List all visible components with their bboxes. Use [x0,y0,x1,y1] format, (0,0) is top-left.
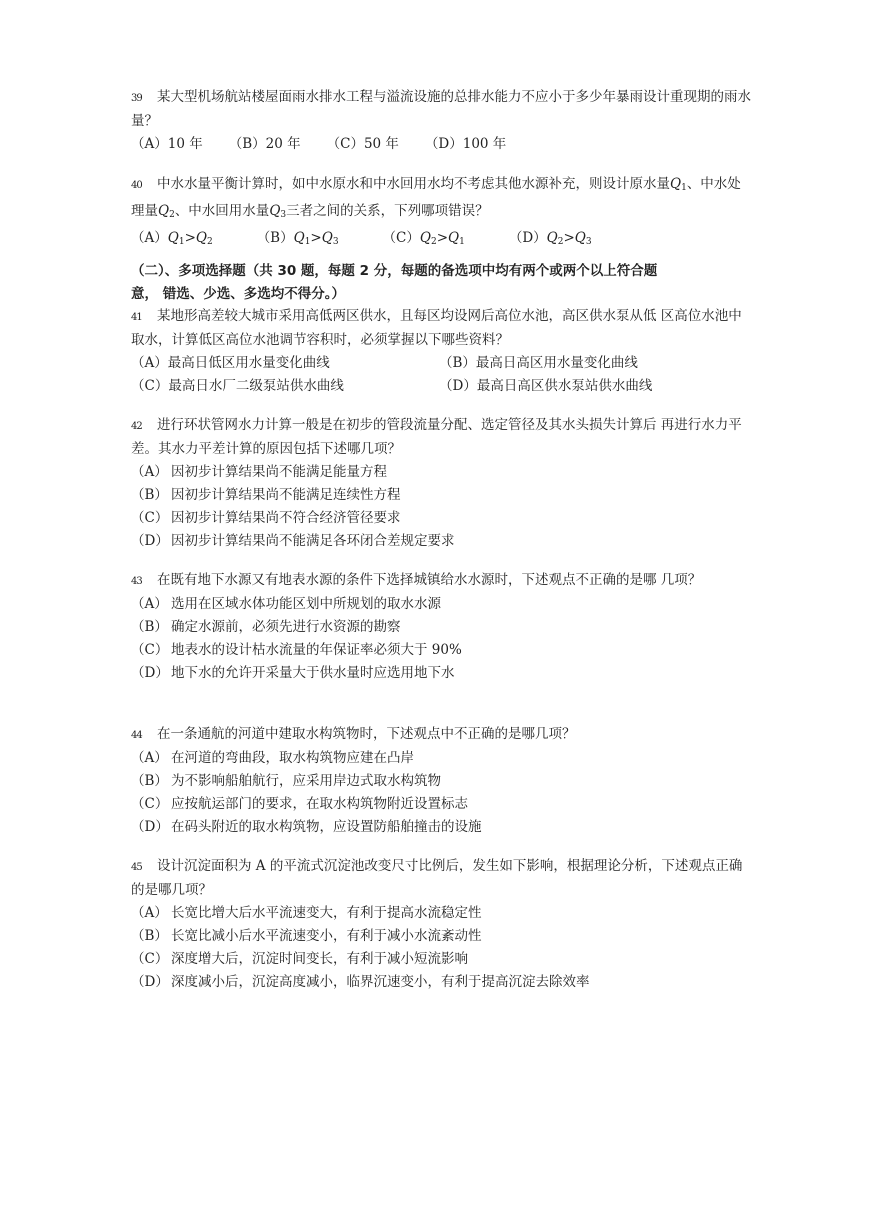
option-label: （D） [131,974,169,990]
option-text: 在河道的弯曲段，取水构筑物应建在凸岸 [171,750,414,766]
option-label: （A） [131,750,168,766]
question-42 [131,414,751,553]
option-c: （C）最高日水厂二级泵站供水曲线 [131,378,344,394]
options-list [131,902,751,994]
stem-text: 、中水处理量 [131,176,741,219]
section-header-line: （二）、多项选择题（共 30 题，每题 2 分，每题的备选项中均有两个或两个以上符合题 [131,263,658,279]
option-sub: 3 [332,237,339,247]
option-b [131,616,751,639]
option-d [131,662,751,685]
question-number: 41 [131,312,142,323]
option-op: > [184,230,196,246]
option-b [131,770,751,793]
var-q3: Q [269,203,281,219]
section-header-multiple-choice [131,260,751,306]
stem-text: 某地形高差较大城市采用高低两区供水，且每区均设网后高位水池，高区供水泵从低 区高位水池中取水，计算低区高位水池调节容积时，必须掌握以下哪些资料？ [131,308,742,348]
option-c [131,793,751,816]
option-a [131,902,751,925]
option-text: 因初步计算结果尚不能满足各环闭合差规定要求 [171,533,455,549]
option-text: 深度增大后，沉淀时间变长，有利于减小短流影响 [171,951,468,967]
option-a [131,593,751,616]
question-stem [131,855,751,902]
option-label: （C） [131,796,169,812]
var-q2-sub: 2 [169,210,175,220]
var-q2: Q [158,203,170,219]
option-op: > [310,230,322,246]
stem-text: 设计沉淀面积为 A 的平流式沉淀池改变尺寸比例后，发生如下影响，根据理论分析，下述观点正确的是哪几项？ [131,858,743,898]
question-stem [131,414,751,461]
option-label: （D） [131,533,169,549]
var-q1: Q [670,176,682,192]
option-label: （C） [382,230,420,246]
options-row [131,133,751,156]
option-label: （C） [131,951,169,967]
option-b [131,925,751,948]
option-text: 长宽比减小后水平流速变小，有利于减小水流紊动性 [171,928,482,944]
option-b: （B）20 年 [228,136,301,152]
options-grid [131,352,751,398]
option-text: 选用在区域水体功能区划中所规划的取水水源 [171,596,441,612]
option-b [131,484,751,507]
option-var: Q [419,230,431,246]
option-label: （B） [131,487,168,503]
var-q1-sub: 1 [681,183,687,193]
option-a [131,227,213,254]
option-c [131,507,751,530]
question-43 [131,569,751,685]
stem-text: 某大型机场航站楼屋面雨水排水工程与溢流设施的总排水能力不应小于多少年暴雨设计重现期的雨水量？ [131,89,751,129]
option-b [257,227,339,254]
options-list [131,747,751,839]
option-text: 地下水的允许开采量大于供水量时应选用地下水 [171,665,455,681]
option-sub: 1 [459,237,465,247]
option-sub: 2 [557,237,564,247]
option-a: （A）最高日低区用水量变化曲线 [131,355,330,371]
option-text: 因初步计算结果尚不符合经济管径要求 [171,510,401,526]
option-var: Q [574,230,586,246]
option-text: 为不影响船舶航行，应采用岸边式取水构筑物 [171,773,441,789]
option-text: 因初步计算结果尚不能满足连续性方程 [171,487,401,503]
stem-text: 进行环状管网水力计算一般是在初步的管段流量分配、选定管径及其水头损失计算后 再进行水力平差。其水力平差计算的原因包括下述哪几项？ [131,417,742,457]
question-number: 39 [131,93,142,104]
option-op: > [436,230,449,246]
stem-text: 在一条通航的河道中建取水构筑物时，下述观点中不正确的是哪几项？ [157,726,576,742]
option-d: （D）100 年 [424,136,507,152]
option-sub: 3 [585,237,592,247]
question-40 [131,173,751,254]
option-d [131,816,751,839]
option-c [383,227,465,254]
option-c: （C）50 年 [326,136,399,152]
option-label: （B） [256,230,294,246]
question-number: 42 [131,421,142,432]
option-d [131,530,751,553]
options-list [131,593,751,685]
options-list [131,461,751,553]
option-c [131,639,751,662]
option-label: （D） [131,665,169,681]
question-stem [131,569,751,593]
option-c [131,948,751,971]
question-stem [131,305,751,352]
option-text: 确定水源前，必须先进行水资源的勘察 [171,619,401,635]
option-sub: 1 [178,237,185,247]
question-39 [131,86,751,156]
option-d [509,227,592,254]
option-label: （D） [131,819,169,835]
stem-text: 、中水回用水量 [174,203,270,219]
options-row [131,227,751,254]
option-label: （B） [131,619,168,635]
option-sub: 2 [430,237,437,247]
option-d: （D）最高日高区供水泵站供水曲线 [439,378,653,394]
option-sub: 1 [304,237,311,247]
option-a [131,461,751,484]
option-text: 长宽比增大后水平流速变大，有利于提高水流稳定性 [171,905,482,921]
question-stem [131,86,751,133]
option-d [131,971,751,994]
stem-text: 在既有地下水源又有地表水源的条件下选择城镇给水水源时，下述观点不正确的是哪 几项？ [157,572,702,588]
option-var: Q [321,230,333,246]
question-stem [131,173,751,227]
option-label: （B） [131,928,168,944]
option-text: 地表水的设计枯水流量的年保证率必须大于 90% [171,642,462,658]
section-header-line: 意， 错选、少选、多选均不得分。） [131,286,345,302]
option-label: （A） [131,596,168,612]
question-45 [131,855,751,994]
question-number: 45 [131,862,142,873]
question-41 [131,305,751,398]
stem-text: 三者之间的关系，下列哪项错误？ [286,203,489,219]
option-sub: 2 [206,237,213,247]
question-number: 44 [131,730,142,741]
option-a [131,747,751,770]
option-label: （B） [131,773,168,789]
stem-text: 中水水量平衡计算时，如中水原水和中水回用水均不考虑其他水源补充，则设计原水量 [157,176,670,192]
option-label: （A） [131,230,168,246]
option-label: （C） [131,642,169,658]
option-text: 深度减小后，沉淀高度减小，临界沉速变小，有利于提高沉淀去除效率 [171,974,590,990]
option-label: （D） [508,230,547,246]
option-var: Q [448,230,460,246]
question-number: 43 [131,576,142,587]
option-var: Q [195,230,207,246]
option-var: Q [546,230,558,246]
option-var: Q [293,230,305,246]
question-number: 40 [131,180,142,191]
option-op: > [563,230,575,246]
option-label: （A） [131,905,168,921]
option-var: Q [167,230,179,246]
option-text: 应按航运部门的要求，在取水构筑物附近设置标志 [171,796,468,812]
question-44 [131,723,751,839]
var-q3-sub: 3 [280,210,287,220]
option-label: （A） [131,464,168,480]
option-a: （A）10 年 [131,136,203,152]
question-stem [131,723,751,747]
option-b: （B）最高日高区用水量变化曲线 [439,355,638,371]
option-text: 因初步计算结果尚不能满足能量方程 [171,464,387,480]
option-label: （C） [131,510,169,526]
option-text: 在码头附近的取水构筑物，应设置防船舶撞击的设施 [171,819,482,835]
